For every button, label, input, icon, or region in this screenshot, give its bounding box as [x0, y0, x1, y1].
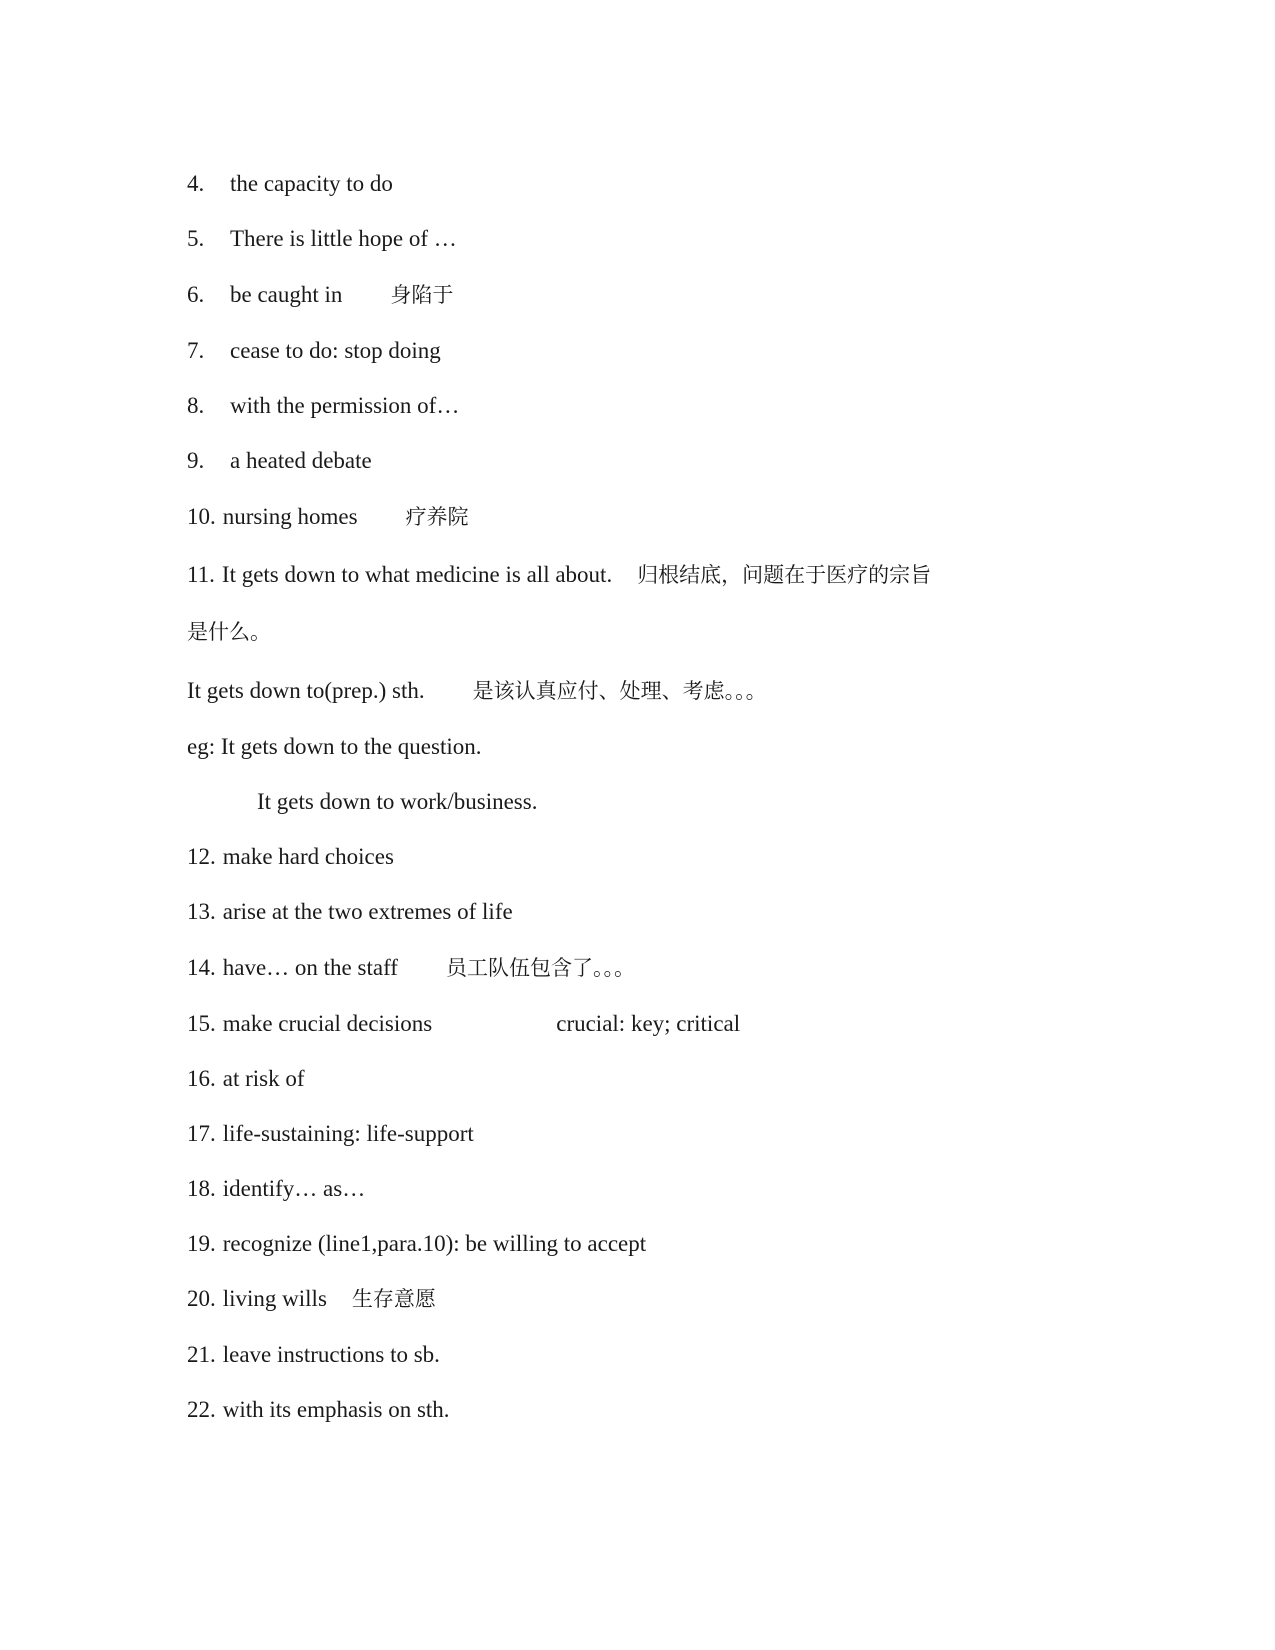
item-text: eg: It gets down to the question. [187, 734, 482, 759]
item-text: cease to do: stop doing [230, 338, 441, 363]
item-number: 10. [187, 504, 216, 529]
item-translation: 是该认真应付、处理、考虑。。。 [472, 679, 767, 703]
item-text: life-sustaining: life-support [222, 1121, 474, 1146]
item-text: recognize (line1,para.10): be willing to accept [222, 1231, 647, 1256]
item-number: 16. [187, 1066, 216, 1091]
item-translation-continued: 是什么。 [187, 620, 271, 644]
item-text: identify… as… [222, 1176, 366, 1201]
item-text: It gets down to work/business. [257, 789, 538, 814]
list-item [187, 561, 931, 589]
list-item [187, 677, 767, 705]
item-translation: 员工队伍包含了。。。 [445, 956, 635, 980]
list-item [187, 337, 441, 365]
item-number: 7. [187, 338, 205, 363]
item-number: 4. [187, 171, 205, 196]
item-text: with its emphasis on sth. [222, 1397, 450, 1422]
item-text: It gets down to what medicine is all about. [221, 562, 613, 587]
item-number: 17. [187, 1121, 216, 1146]
list-item [187, 843, 394, 871]
item-text: There is little hope of … [230, 226, 457, 251]
item-translation: 疗养院 [405, 505, 469, 529]
list-item [187, 954, 635, 982]
item-number: 13. [187, 899, 216, 924]
item-number: 11. [187, 562, 215, 587]
item-text: make crucial decisions [222, 1011, 433, 1036]
item-number: 5. [187, 226, 205, 251]
item-text: living wills [222, 1286, 327, 1311]
item-number: 12. [187, 844, 216, 869]
item-text: It gets down to(prep.) sth. [187, 678, 425, 703]
item-text: have… on the staff [222, 955, 398, 980]
item-text: be caught in [230, 282, 343, 307]
item-text: the capacity to do [230, 171, 393, 196]
item-number: 9. [187, 448, 205, 473]
item-number: 21. [187, 1342, 216, 1367]
list-item [187, 1285, 436, 1313]
item-text: with the permission of… [230, 393, 460, 418]
item-number: 18. [187, 1176, 216, 1201]
list-item [187, 1065, 305, 1093]
item-number: 22. [187, 1397, 216, 1422]
list-item [187, 1230, 646, 1258]
list-item [187, 392, 459, 420]
example-line [257, 788, 537, 816]
list-item [187, 1396, 450, 1424]
list-item [187, 503, 469, 531]
item-translation: 归根结底，问题在于医疗的宗旨 [637, 563, 932, 587]
item-number: 15. [187, 1011, 216, 1036]
item-text: leave instructions to sb. [222, 1342, 440, 1367]
example-line [187, 733, 482, 761]
list-item [187, 1341, 440, 1369]
item-translation: 身陷于 [390, 283, 454, 307]
item-number: 19. [187, 1231, 216, 1256]
list-item [187, 447, 372, 475]
item-number: 20. [187, 1286, 216, 1311]
item-number: 6. [187, 282, 205, 307]
list-item [187, 898, 513, 926]
list-item [187, 1010, 740, 1038]
list-item [187, 1175, 365, 1203]
item-number: 14. [187, 955, 216, 980]
item-number: 8. [187, 393, 205, 418]
item-text: make hard choices [222, 844, 394, 869]
list-item [187, 281, 453, 309]
item-text: arise at the two extremes of life [222, 899, 513, 924]
list-item [187, 1120, 474, 1148]
item-note: crucial: key; critical [556, 1011, 741, 1036]
list-item [187, 170, 393, 198]
item-text: a heated debate [230, 448, 372, 473]
item-translation: 生存意愿 [351, 1287, 436, 1311]
item-text: nursing homes [222, 504, 358, 529]
list-item [187, 225, 457, 253]
list-item-continuation [187, 618, 271, 646]
item-text: at risk of [222, 1066, 305, 1091]
